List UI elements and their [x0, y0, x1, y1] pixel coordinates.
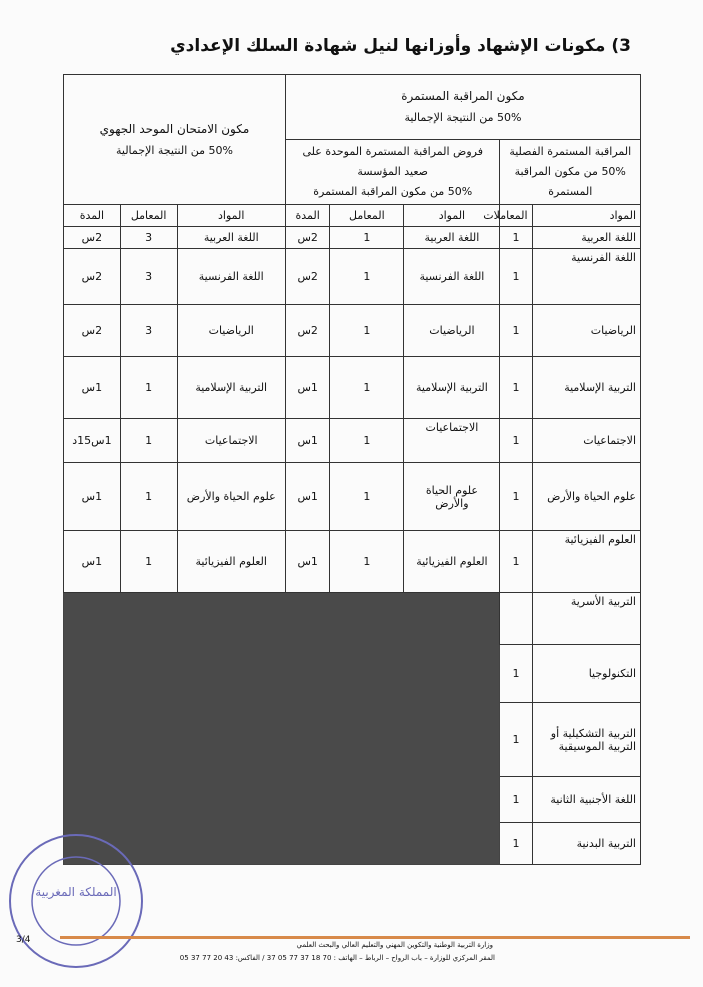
cell: 1س: [64, 531, 121, 593]
cell: 1: [500, 305, 532, 357]
periodic-title: المراقبة المستمرة الفصلية: [509, 145, 632, 158]
cell: اللغة العربية: [532, 227, 640, 249]
cell: العلوم الفيزيائية: [532, 531, 640, 593]
cell: التربية الإسلامية: [532, 357, 640, 419]
cell: الاجتماعيات: [404, 419, 500, 463]
cell: 1: [120, 419, 177, 463]
cell: 2س: [285, 305, 329, 357]
page-number: 3/4: [16, 935, 31, 945]
cell: علوم الحياة والأرض: [404, 463, 500, 531]
continuous-weight: 50% من النتيجة الإجمالية: [404, 111, 522, 124]
cell: 1: [500, 463, 532, 531]
cell: اللغة العربية: [404, 227, 500, 249]
cell: 3: [120, 249, 177, 305]
unified-title: فروض المراقبة المستمرة الموحدة على صعيد المؤسسة: [302, 145, 483, 178]
cell: اللغة الأجنبية الثانية: [532, 777, 640, 823]
cell: 1س: [285, 463, 329, 531]
cell: 1: [330, 463, 404, 531]
cell: علوم الحياة والأرض: [532, 463, 640, 531]
footer-ministry: وزارة التربية الوطنية والتكوين المهني والتعليم العالي والبحث العلمي: [296, 941, 493, 949]
cell: التربية الإسلامية: [404, 357, 500, 419]
cell: 1: [330, 419, 404, 463]
table-row: [64, 249, 641, 305]
table-row: [64, 419, 641, 463]
col-subjects: المواد: [177, 205, 285, 227]
cell: 1: [500, 357, 532, 419]
cell: 1س15د: [64, 419, 121, 463]
cell: اللغة الفرنسية: [532, 249, 640, 305]
table-row: [64, 463, 641, 531]
stamp-text: المملكة المغربية: [35, 885, 117, 899]
continuous-title: مكون المراقبة المستمرة: [401, 89, 525, 103]
cell: اللغة الفرنسية: [404, 249, 500, 305]
cell: 2س: [64, 305, 121, 357]
unified-header: [285, 140, 500, 205]
table-row: [64, 531, 641, 593]
col-coef: المعامل: [120, 205, 177, 227]
col-subjects: المواد: [532, 205, 640, 227]
cell: 2س: [285, 227, 329, 249]
cell: 1: [500, 227, 532, 249]
footer-address: المقر المركزي للوزارة – باب الرواح – الرباط – الهاتف : 70 18 37 77 05 37 / الفاكس: 43 20 77 37 05: [179, 954, 495, 962]
table-row: [64, 357, 641, 419]
cell: التربية الإسلامية: [177, 357, 285, 419]
cell: 3: [120, 305, 177, 357]
shaded-area: [64, 593, 500, 865]
cell: 1: [500, 645, 532, 703]
col-duration: المدة: [64, 205, 121, 227]
cell: الاجتماعيات: [532, 419, 640, 463]
cell: 1: [330, 249, 404, 305]
col-subjects: المواد: [404, 205, 500, 227]
cell: الرياضيات: [532, 305, 640, 357]
cell: 1س: [285, 531, 329, 593]
cell: الرياضيات: [177, 305, 285, 357]
cell: 1: [120, 357, 177, 419]
cell: التربية الأسرية: [532, 593, 640, 645]
col-coef: المعامل: [330, 205, 404, 227]
regional-weight: 50% من النتيجة الإجمالية: [115, 143, 233, 157]
page-title: 3) مكونات الإشهاد وأوزانها لنيل شهادة السلك الإعدادي: [170, 36, 631, 56]
col-coefficients: المعاملات: [500, 205, 532, 227]
cell: العلوم الفيزيائية: [177, 531, 285, 593]
cell: اللغة الفرنسية: [177, 249, 285, 305]
cell: اللغة العربية: [177, 227, 285, 249]
cell: 1: [500, 777, 532, 823]
cell: 1: [500, 823, 532, 865]
cell: 1س: [64, 357, 121, 419]
certification-table: [63, 74, 641, 865]
footer-divider: [60, 936, 690, 939]
cell: 1: [120, 463, 177, 531]
cell: التربية البدنية: [532, 823, 640, 865]
periodic-weight: 50% من مكون المراقبة المستمرة: [514, 165, 626, 198]
cell: 2س: [64, 227, 121, 249]
cell: علوم الحياة والأرض: [177, 463, 285, 531]
cell: 1: [330, 531, 404, 593]
continuous-header: [285, 75, 640, 140]
cell: 1: [120, 531, 177, 593]
regional-header: [64, 75, 286, 205]
cell: التربية التشكيلية أو التربية الموسيقية: [532, 703, 640, 777]
cell: 1س: [285, 419, 329, 463]
cell: [500, 593, 532, 645]
col-duration: المدة: [285, 205, 329, 227]
cell: 1: [500, 531, 532, 593]
cell: 1: [330, 227, 404, 249]
official-stamp: [5, 830, 147, 972]
cell: 1: [500, 703, 532, 777]
cell: 1: [500, 419, 532, 463]
table-row: [64, 305, 641, 357]
cell: 1: [500, 249, 532, 305]
table-row: [64, 227, 641, 249]
cell: 1: [330, 357, 404, 419]
regional-title: مكون الامتحان الموحد الجهوي: [99, 121, 250, 136]
cell: الاجتماعيات: [177, 419, 285, 463]
periodic-header: [500, 140, 641, 205]
cell: الرياضيات: [404, 305, 500, 357]
cell: 3: [120, 227, 177, 249]
cell: 1: [330, 305, 404, 357]
cell: 2س: [64, 249, 121, 305]
cell: التكنولوجيا: [532, 645, 640, 703]
cell: 1س: [285, 357, 329, 419]
table-row: [64, 593, 641, 645]
cell: 2س: [285, 249, 329, 305]
unified-weight: 50% من مكون المراقبة المستمرة: [313, 185, 473, 198]
cell: 1س: [64, 463, 121, 531]
cell: العلوم الفيزيائية: [404, 531, 500, 593]
